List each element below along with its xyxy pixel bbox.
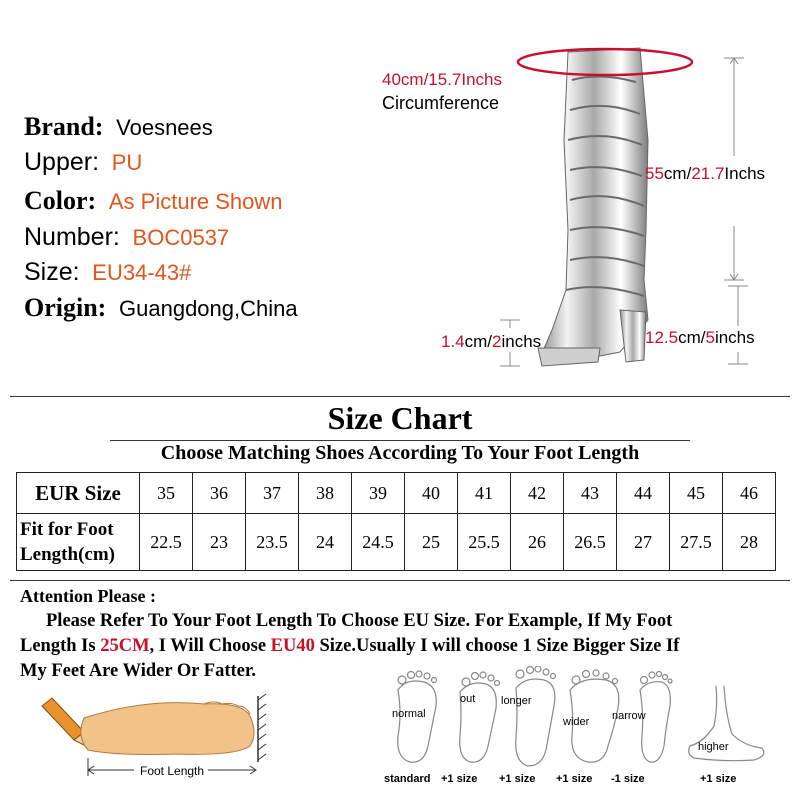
- eur-cell: 37: [246, 473, 299, 514]
- eur-cell: 41: [458, 473, 511, 514]
- foot-tag-wider: wider: [563, 716, 590, 728]
- foot-label-narrow: -1 size: [611, 773, 645, 785]
- table-row-eur: [17, 473, 776, 514]
- spec-upper-value: PU: [111, 150, 143, 175]
- foot-label-wider: +1 size: [556, 773, 593, 785]
- table-bottom-divider: [10, 580, 790, 581]
- foot-tag-narrow: narrow: [612, 710, 646, 722]
- heel-height-label: 12.5cm/5inchs: [645, 328, 755, 347]
- pencil-icon: [42, 698, 86, 746]
- eur-cell: 40: [405, 473, 458, 514]
- section-divider: [10, 396, 790, 397]
- spec-number: [24, 223, 229, 252]
- size-table: [16, 472, 776, 571]
- eur-cell: 46: [723, 473, 776, 514]
- foot-length-caption: Foot Length: [140, 764, 205, 778]
- platform-height-label: 1.4cm/2inchs: [441, 332, 542, 351]
- eur-cell: 35: [140, 473, 193, 514]
- circumference-value: 40cm/15.7Inchs: [382, 70, 503, 89]
- eur-cell: 45: [670, 473, 723, 514]
- spec-brand-key: Brand:: [24, 112, 104, 141]
- circumference-label: Circumference: [382, 93, 500, 113]
- foot-cm-cell: 23.5: [246, 514, 299, 571]
- eur-cell: 36: [193, 473, 246, 514]
- spec-origin: [24, 293, 298, 323]
- foot-cm-cell: 28: [723, 514, 776, 571]
- foot-label-out: +1 size: [441, 773, 478, 785]
- foot-label-longer: +1 size: [499, 773, 536, 785]
- foot-cm-cell: 24: [299, 514, 352, 571]
- foot-out-icon: [460, 672, 500, 762]
- spec-brand: [24, 112, 213, 142]
- foot-label-higher: +1 size: [700, 773, 737, 785]
- foot-length-header: Fit for Foot Length(cm): [17, 514, 140, 571]
- attention-heading: Attention Please :: [20, 586, 156, 606]
- foot-tag-out: out: [460, 693, 476, 705]
- foot-longer-icon: [516, 666, 556, 766]
- size-chart-subtitle: Choose Matching Shoes According To Your Foot Length: [160, 442, 640, 464]
- foot-cm-cell: 27: [617, 514, 670, 571]
- title-underline: [110, 440, 690, 441]
- spec-number-key: Number:: [24, 223, 120, 251]
- shaft-height-label: 55cm/21.7Inchs: [645, 164, 766, 183]
- foot-cm-cell: 22.5: [140, 514, 193, 571]
- spec-color-value: As Picture Shown: [108, 189, 283, 214]
- foot-cm-cell: 26.5: [564, 514, 617, 571]
- eur-cell: 43: [564, 473, 617, 514]
- eur-cell: 38: [299, 473, 352, 514]
- size-chart-title: Size Chart: [327, 400, 473, 436]
- foot-label-standard: standard: [384, 773, 431, 785]
- spec-size-key: Size:: [24, 258, 80, 286]
- foot-tag-longer: longer: [501, 695, 532, 707]
- spec-size: [24, 258, 191, 287]
- spec-size-value: EU34-43#: [92, 260, 192, 285]
- spec-origin-key: Origin:: [24, 293, 107, 322]
- foot-cm-cell: 25.5: [458, 514, 511, 571]
- table-row-foot-length: [17, 514, 776, 571]
- spec-upper: [24, 148, 142, 177]
- foot-cm-cell: 27.5: [670, 514, 723, 571]
- eur-cell: 39: [352, 473, 405, 514]
- eur-cell: 44: [617, 473, 670, 514]
- foot-cm-cell: 23: [193, 514, 246, 571]
- foot-cm-cell: 24.5: [352, 514, 405, 571]
- eur-cell: 42: [511, 473, 564, 514]
- foot-cm-cell: 25: [405, 514, 458, 571]
- heel-dim-line: [728, 286, 748, 364]
- spec-color-key: Color:: [24, 186, 97, 215]
- foot-cm-cell: 26: [511, 514, 564, 571]
- foot-tag-normal: normal: [392, 708, 426, 720]
- spec-color: [24, 186, 283, 216]
- spec-brand-value: Voesnees: [116, 115, 213, 140]
- spec-origin-value: Guangdong,China: [119, 296, 298, 321]
- eur-header: EUR Size: [17, 473, 140, 514]
- spec-number-value: BOC0537: [132, 225, 230, 250]
- spec-upper-key: Upper:: [24, 148, 100, 176]
- attention-paragraph: Please Refer To Your Foot Length To Choose EU Size. For Example, If My Foot Length Is 25CM, I Will Choose EU40 Size.Usually I will choose 1 Size Bigger Size If My Feet Are Wider Or Fatter.: [20, 611, 680, 681]
- foot-tag-higher: higher: [698, 741, 729, 753]
